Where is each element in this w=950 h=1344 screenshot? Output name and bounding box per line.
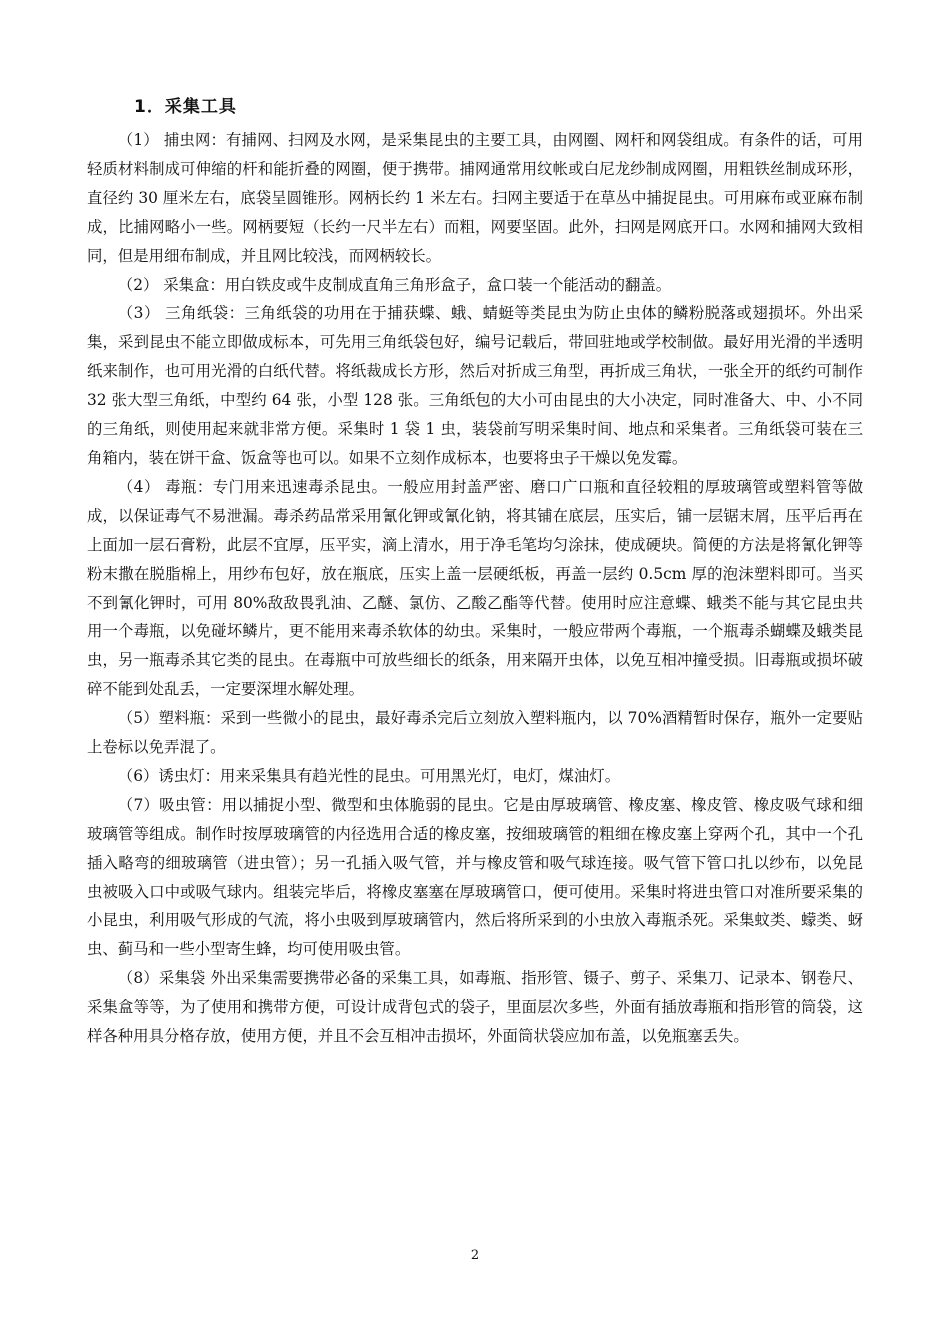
paragraph-plastic-bottle: （5）塑料瓶：采到一些微小的昆虫，最好毒杀完后立刻放入塑料瓶内，以 70%酒精暂时保存，瓶外一定要贴上卷标以免弄混了。 [87,709,863,757]
paragraph-light-trap: （6）诱虫灯：用来采集具有趋光性的昆虫。可用黑光灯，电灯，煤油灯。 [117,766,621,785]
paragraph-killing-jar: （4） 毒瓶：专门用来迅速毒杀昆虫。一般应用封盖严密、磨口广口瓶和直径较粗的厚玻璃管或塑料管等做成，以保证毒气不易泄漏。毒杀药品常采用氰化钾或氰化钠，将其铺在底层，压实后，铺一层锯末屑，压平后再在上面加一层石膏粉，此层不宜厚，压平实，滴上清水，用于净毛笔均匀涂抹，使成硬块。简便的方法是将氰化钾等粉末撒在脱脂棉上，用纱布包好，放在瓶底，压实上盖一层硬纸板，再盖一层约 0.5cm 厚的泡沫塑料即可。当买不到氰化钾时，可用 80%敌敌畏乳油、乙醚、氯仿、乙酸乙酯等代替。使用时应注意蝶、蛾类不能与其它昆虫共用一个毒瓶，以免碰坏鳞片，更不能用来毒杀软体的幼虫。采集时，一般应带两个毒瓶，一个瓶毒杀蝴蝶及蛾类昆虫，另一瓶毒杀其它类的昆虫。在毒瓶中可放些细长的纸条，用来隔开虫体，以免互相冲撞受损。旧毒瓶或损坏破碎不能到处乱丢，一定要深埋水解处理。 [87,477,863,699]
paragraph-collecting-box: （2） 采集盒：用白铁皮或牛皮制成直角三角形盒子，盒口装一个能活动的翻盖。 [117,275,672,294]
paragraph-insect-net: （1） 捕虫网：有捕网、扫网及水网，是采集昆虫的主要工具，由网圈、网杆和网袋组成。有条件的话，可用轻质材料制成可伸缩的杆和能折叠的网圈，便于携带。捕网通常用纹帐或白尼龙纱制成网圈，用粗铁丝制成环形，直径约 30 厘米左右，底袋呈圆锥形。网柄长约 1 米左右。扫网主要适于在草丛中捕捉昆虫。可用麻布或亚麻布制成，比捕网略小一些。网柄要短（长约一尺半左右）而粗，网要坚固。此外，扫网是网底开口。水网和捕网大致相同，但是用细布制成，并且网比较浅，而网柄较长。 [87,131,863,265]
paragraph-aspirator: （7）吸虫管：用以捕捉小型、微型和虫体脆弱的昆虫。它是由厚玻璃管、橡皮塞、橡皮管、橡皮吸气球和细玻璃管等组成。制作时按厚玻璃管的内径选用合适的橡皮塞，按细玻璃管的粗细在橡皮塞上穿两个孔，其中一个孔插入略弯的细玻璃管（进虫管）；另一孔插入吸气管，并与橡皮管和吸气球连接。吸气管下管口扎以纱布，以免昆虫被吸入口中或吸气球内。组装完毕后，将橡皮塞塞在厚玻璃管口，便可使用。采集时将进虫管口对准所要采集的小昆虫，利用吸气形成的气流，将小虫吸到厚玻璃管内，然后将所采到的小虫放入毒瓶杀死。采集蚊类、蠓类、蚜虫、蓟马和一些小型寄生蜂，均可使用吸虫管。 [87,795,863,959]
page-number: 2 [470,1248,480,1263]
section-heading: 1．采集工具 [134,97,237,117]
body-text [87,126,863,1051]
paragraph-collecting-bag: （8）采集袋 外出采集需要携带必备的采集工具，如毒瓶、指形管、镊子、剪子、采集刀、记录本、钢卷尺、采集盒等等，为了使用和携带方便，可设计成背包式的袋子，里面层次多些，外面有插放毒瓶和指形管的筒袋，这样各种用具分格存放，使用方便，并且不会互相冲击损坏，外面筒状袋应加布盖，以免瓶塞丢失。 [87,969,863,1046]
paragraph-triangle-paper-bag: （3） 三角纸袋：三角纸袋的功用在于捕获蝶、蛾、蜻蜓等类昆虫为防止虫体的鳞粉脱落或翅损坏。外出采集，采到昆虫不能立即做成标本，可先用三角纸袋包好，编号记载后，带回驻地或学校制做。最好用光滑的半透明纸来制作，也可用光滑的白纸代替。将纸裁成长方形，然后对折成三角型，再折成三角状，一张全开的纸约可制作 32 张大型三角纸，中型约 64 张，小型 128 张。三角纸包的大小可由昆虫的大小决定，同时准备大、中、小不同的三角纸，则使用起来就非常方便。采集时 1 袋 1 虫，装袋前写明采集时间、地点和采集者。三角纸袋可装在三角箱内，装在饼干盒、饭盒等也可以。如果不立刻作成标本，也要将虫子干燥以免发霉。 [87,304,863,467]
